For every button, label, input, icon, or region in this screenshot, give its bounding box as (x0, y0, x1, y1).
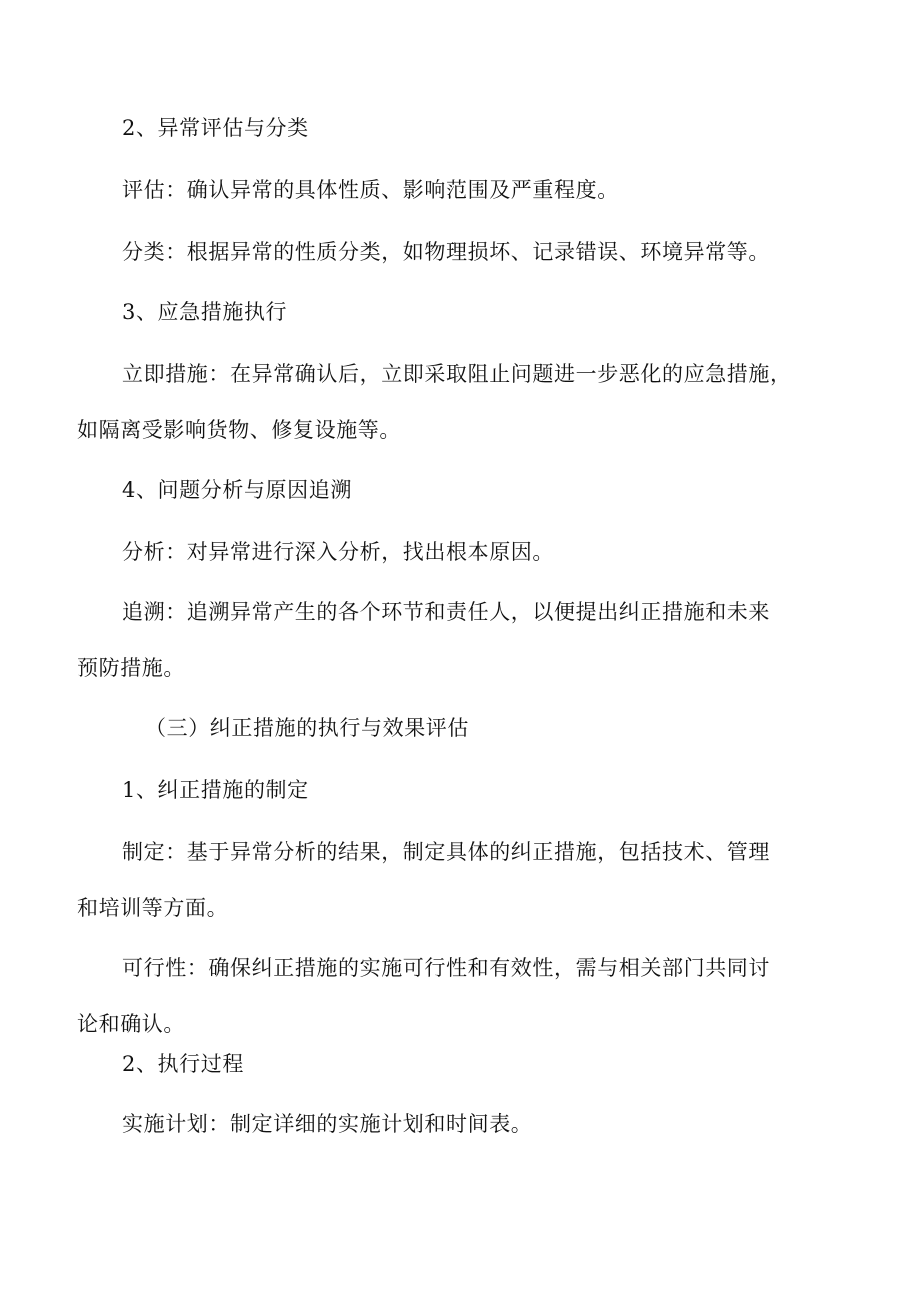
paragraph-feasibility: 可行性：确保纠正措施的实施可行性和有效性，需与相关部门共同讨 (122, 956, 770, 980)
paragraph-evaluation: 评估：确认异常的具体性质、影响范围及严重程度。 (122, 178, 619, 202)
paragraph-tracing-cont: 预防措施。 (77, 656, 185, 680)
heading-execution-process: 2、执行过程 (122, 1052, 244, 1076)
paragraph-analysis: 分析：对异常进行深入分析，找出根本原因。 (122, 540, 554, 564)
paragraph-implementation-plan: 实施计划：制定详细的实施计划和时间表。 (122, 1112, 533, 1136)
paragraph-immediate-measures: 立即措施：在异常确认后，立即采取阻止问题进一步恶化的应急措施， (122, 362, 792, 386)
paragraph-classification: 分类：根据异常的性质分类，如物理损坏、记录错误、环境异常等。 (122, 240, 770, 264)
paragraph-formulation-cont: 和培训等方面。 (77, 896, 229, 920)
paragraph-tracing: 追溯：追溯异常产生的各个环节和责任人，以便提出纠正措施和未来 (122, 600, 770, 624)
heading-abnormal-evaluation: 2、异常评估与分类 (122, 116, 309, 140)
paragraph-immediate-measures-cont: 如隔离受影响货物、修复设施等。 (77, 418, 401, 442)
paragraph-formulation: 制定：基于异常分析的结果，制定具体的纠正措施，包括技术、管理 (122, 840, 770, 864)
paragraph-feasibility-cont: 论和确认。 (77, 1012, 185, 1036)
heading-problem-analysis: 4、问题分析与原因追溯 (122, 478, 352, 502)
heading-emergency-measures: 3、应急措施执行 (122, 300, 288, 324)
heading-corrective-formulation: 1、纠正措施的制定 (122, 778, 309, 802)
section-heading-corrective-actions: （三）纠正措施的执行与效果评估 (145, 716, 469, 740)
